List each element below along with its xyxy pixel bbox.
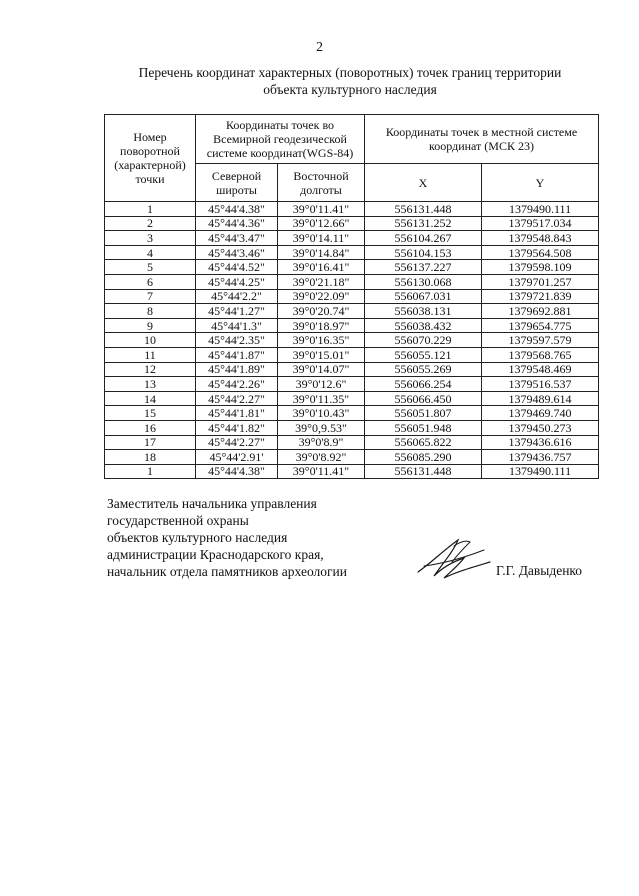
cell-longitude: 39°0'15.01" — [278, 347, 365, 362]
table-header-row — [105, 115, 599, 164]
table-row — [105, 304, 599, 319]
cell-longitude: 39°0,9.53" — [278, 420, 365, 435]
table-row — [105, 318, 599, 333]
cell-latitude: 45°44'2.35" — [196, 333, 278, 348]
cell-y: 1379548.469 — [482, 362, 599, 377]
cell-y: 1379548.843 — [482, 231, 599, 246]
cell-x: 556131.252 — [365, 216, 482, 231]
cell-point-number: 13 — [105, 377, 196, 392]
cell-y: 1379436.616 — [482, 435, 599, 450]
cell-latitude: 45°44'4.38" — [196, 202, 278, 217]
cell-x: 556130.068 — [365, 274, 482, 289]
cell-y: 1379564.508 — [482, 245, 599, 260]
cell-longitude: 39°0'10.43" — [278, 406, 365, 421]
cell-latitude: 45°44'4.52" — [196, 260, 278, 275]
cell-longitude: 39°0'12.66" — [278, 216, 365, 231]
cell-y: 1379568.765 — [482, 347, 599, 362]
cell-x: 556104.153 — [365, 245, 482, 260]
cell-latitude: 45°44'1.82" — [196, 420, 278, 435]
cell-y: 1379597.579 — [482, 333, 599, 348]
cell-point-number: 4 — [105, 245, 196, 260]
cell-point-number: 9 — [105, 318, 196, 333]
title-line-2: объекта культурного наследия — [263, 82, 437, 97]
signer-position-line-4: администрации Краснодарского края, — [107, 547, 324, 562]
cell-y: 1379450.273 — [482, 420, 599, 435]
cell-x: 556055.121 — [365, 347, 482, 362]
table-row — [105, 202, 599, 217]
header-latitude: Северной широты — [196, 164, 278, 202]
cell-point-number: 10 — [105, 333, 196, 348]
table-row — [105, 391, 599, 406]
cell-point-number: 16 — [105, 420, 196, 435]
cell-point-number: 14 — [105, 391, 196, 406]
cell-y: 1379701.257 — [482, 274, 599, 289]
cell-point-number: 3 — [105, 231, 196, 246]
cell-x: 556131.448 — [365, 202, 482, 217]
cell-y: 1379654.775 — [482, 318, 599, 333]
header-y: Y — [482, 164, 599, 202]
cell-longitude: 39°0'14.07" — [278, 362, 365, 377]
cell-latitude: 45°44'1.81" — [196, 406, 278, 421]
table-row — [105, 435, 599, 450]
cell-longitude: 39°0'21.18" — [278, 274, 365, 289]
cell-longitude: 39°0'11.35" — [278, 391, 365, 406]
cell-longitude: 39°0'16.35" — [278, 333, 365, 348]
cell-longitude: 39°0'22.09" — [278, 289, 365, 304]
header-longitude: Восточной долготы — [278, 164, 365, 202]
cell-point-number: 8 — [105, 304, 196, 319]
cell-longitude: 39°0'8.92" — [278, 450, 365, 465]
cell-point-number: 18 — [105, 450, 196, 465]
table-row — [105, 274, 599, 289]
signature-block — [107, 495, 347, 580]
cell-y: 1379469.740 — [482, 406, 599, 421]
cell-latitude: 45°44'3.47" — [196, 231, 278, 246]
header-point-number: Номер поворотной (характерной) точки — [105, 115, 196, 202]
cell-latitude: 45°44'2.26" — [196, 377, 278, 392]
cell-longitude: 39°0'11.41" — [278, 464, 365, 479]
cell-y: 1379489.614 — [482, 391, 599, 406]
table-row — [105, 260, 599, 275]
cell-x: 556070.229 — [365, 333, 482, 348]
cell-latitude: 45°44'2.91' — [196, 450, 278, 465]
header-msk23: Координаты точек в местной системе координат (МСК 23) — [365, 115, 599, 164]
cell-latitude: 45°44'1.89" — [196, 362, 278, 377]
cell-x: 556104.267 — [365, 231, 482, 246]
cell-point-number: 11 — [105, 347, 196, 362]
cell-x: 556055.269 — [365, 362, 482, 377]
cell-y: 1379516.537 — [482, 377, 599, 392]
cell-latitude: 45°44'2.2" — [196, 289, 278, 304]
cell-x: 556051.807 — [365, 406, 482, 421]
cell-y: 1379721.839 — [482, 289, 599, 304]
cell-latitude: 45°44'4.38" — [196, 464, 278, 479]
cell-x: 556066.450 — [365, 391, 482, 406]
handwritten-signature — [414, 532, 494, 584]
cell-point-number: 2 — [105, 216, 196, 231]
cell-x: 556065.822 — [365, 435, 482, 450]
cell-point-number: 17 — [105, 435, 196, 450]
cell-longitude: 39°0'14.84" — [278, 245, 365, 260]
table-row — [105, 289, 599, 304]
signer-name: Г.Г. Давыденко — [496, 563, 583, 578]
table-row — [105, 347, 599, 362]
title-line-1: Перечень координат характерных (поворотных) точек границ территории — [138, 65, 562, 80]
table-row — [105, 216, 599, 231]
cell-point-number: 1 — [105, 464, 196, 479]
cell-latitude: 45°44'2.27" — [196, 391, 278, 406]
cell-x: 556051.948 — [365, 420, 482, 435]
table-row — [105, 333, 599, 348]
table-body — [105, 202, 599, 479]
cell-point-number: 15 — [105, 406, 196, 421]
cell-point-number: 1 — [105, 202, 196, 217]
coordinates-table — [104, 114, 599, 479]
cell-y: 1379598.109 — [482, 260, 599, 275]
page-number: 2 — [316, 40, 323, 55]
cell-point-number: 12 — [105, 362, 196, 377]
signer-position-line-3: объектов культурного наследия — [107, 530, 288, 545]
table-row — [105, 377, 599, 392]
table-row — [105, 231, 599, 246]
table-row — [105, 362, 599, 377]
cell-x: 556038.131 — [365, 304, 482, 319]
cell-latitude: 45°44'4.25" — [196, 274, 278, 289]
cell-longitude: 39°0'8.9" — [278, 435, 365, 450]
table-row — [105, 406, 599, 421]
cell-longitude: 39°0'14.11" — [278, 231, 365, 246]
cell-y: 1379490.111 — [482, 202, 599, 217]
cell-longitude: 39°0'12.6" — [278, 377, 365, 392]
header-wgs84: Координаты точек во Всемирной геодезической системе координат(WGS-84) — [196, 115, 365, 164]
cell-point-number: 5 — [105, 260, 196, 275]
cell-x: 556131.448 — [365, 464, 482, 479]
signer-position-line-2: государственной охраны — [107, 513, 249, 528]
cell-y: 1379517.034 — [482, 216, 599, 231]
cell-point-number: 7 — [105, 289, 196, 304]
cell-x: 556085.290 — [365, 450, 482, 465]
cell-y: 1379436.757 — [482, 450, 599, 465]
cell-longitude: 39°0'18.97" — [278, 318, 365, 333]
cell-longitude: 39°0'20.74" — [278, 304, 365, 319]
signer-position-line-5: начальник отдела памятников археологии — [107, 564, 347, 579]
cell-y: 1379490.111 — [482, 464, 599, 479]
header-x: X — [365, 164, 482, 202]
table-row — [105, 464, 599, 479]
cell-x: 556038.432 — [365, 318, 482, 333]
cell-latitude: 45°44'1.27" — [196, 304, 278, 319]
cell-x: 556067.031 — [365, 289, 482, 304]
cell-latitude: 45°44'3.46" — [196, 245, 278, 260]
cell-point-number: 6 — [105, 274, 196, 289]
table-row — [105, 245, 599, 260]
cell-longitude: 39°0'16.41" — [278, 260, 365, 275]
cell-y: 1379692.881 — [482, 304, 599, 319]
table-row — [105, 420, 599, 435]
signer-position-line-1: Заместитель начальника управления — [107, 496, 317, 511]
cell-latitude: 45°44'1.3" — [196, 318, 278, 333]
cell-latitude: 45°44'1.87" — [196, 347, 278, 362]
cell-latitude: 45°44'4.36" — [196, 216, 278, 231]
cell-x: 556137.227 — [365, 260, 482, 275]
cell-x: 556066.254 — [365, 377, 482, 392]
document-title — [80, 64, 620, 98]
cell-latitude: 45°44'2.27" — [196, 435, 278, 450]
table-row — [105, 450, 599, 465]
cell-longitude: 39°0'11.41" — [278, 202, 365, 217]
